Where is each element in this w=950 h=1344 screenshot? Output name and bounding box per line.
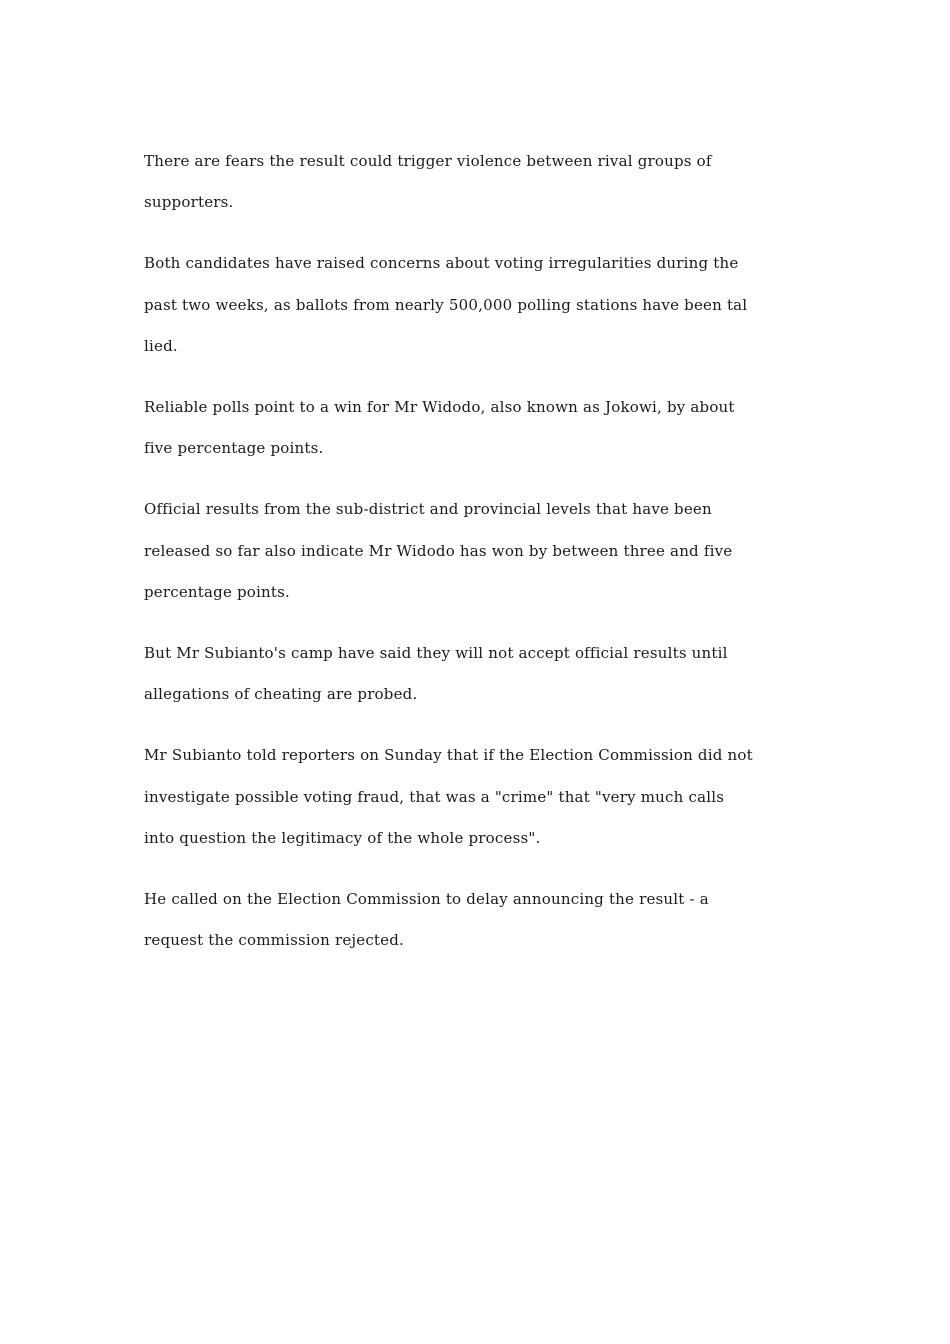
- text-line: There are fears the result could trigger violence between rival groups of: [144, 152, 712, 170]
- paragraph-6: [144, 735, 804, 859]
- text-line: five percentage points.: [144, 439, 324, 458]
- text-line: released so far also indicate Mr Widodo has won by between three and five: [144, 541, 733, 560]
- paragraph-7: [144, 879, 804, 961]
- text-line: into question the legitimacy of the whole process".: [144, 828, 541, 847]
- text-line: request the commission rejected.: [144, 931, 404, 950]
- text-line: supporters.: [144, 193, 234, 212]
- paragraph-5: [144, 633, 804, 715]
- text-line: Official results from the sub-district and provincial levels that have been: [144, 500, 712, 519]
- text-line: Both candidates have raised concerns about voting irregularities during the: [144, 254, 739, 273]
- text-line: percentage points.: [144, 582, 290, 601]
- text-line: investigate possible voting fraud, that was a "crime" that "very much calls: [144, 787, 725, 806]
- text-line: allegations of cheating are probed.: [144, 685, 418, 704]
- text-line: past two weeks, as ballots from nearly 500,000 polling stations have been tal: [144, 295, 748, 314]
- paragraph-4: [144, 489, 804, 613]
- paragraph-2: [144, 243, 804, 367]
- paragraph-3: [144, 387, 804, 469]
- paragraph-1: [144, 141, 804, 223]
- text-line: Reliable polls point to a win for Mr Widodo, also known as Jokowi, by about: [144, 398, 735, 417]
- text-line: But Mr Subianto's camp have said they will not accept official results until: [144, 644, 728, 663]
- article-body: [144, 141, 804, 981]
- text-line: lied.: [144, 336, 178, 355]
- text-line: He called on the Election Commission to delay announcing the result - a: [144, 890, 709, 909]
- text-line: Mr Subianto told reporters on Sunday that if the Election Commission did not: [144, 746, 753, 765]
